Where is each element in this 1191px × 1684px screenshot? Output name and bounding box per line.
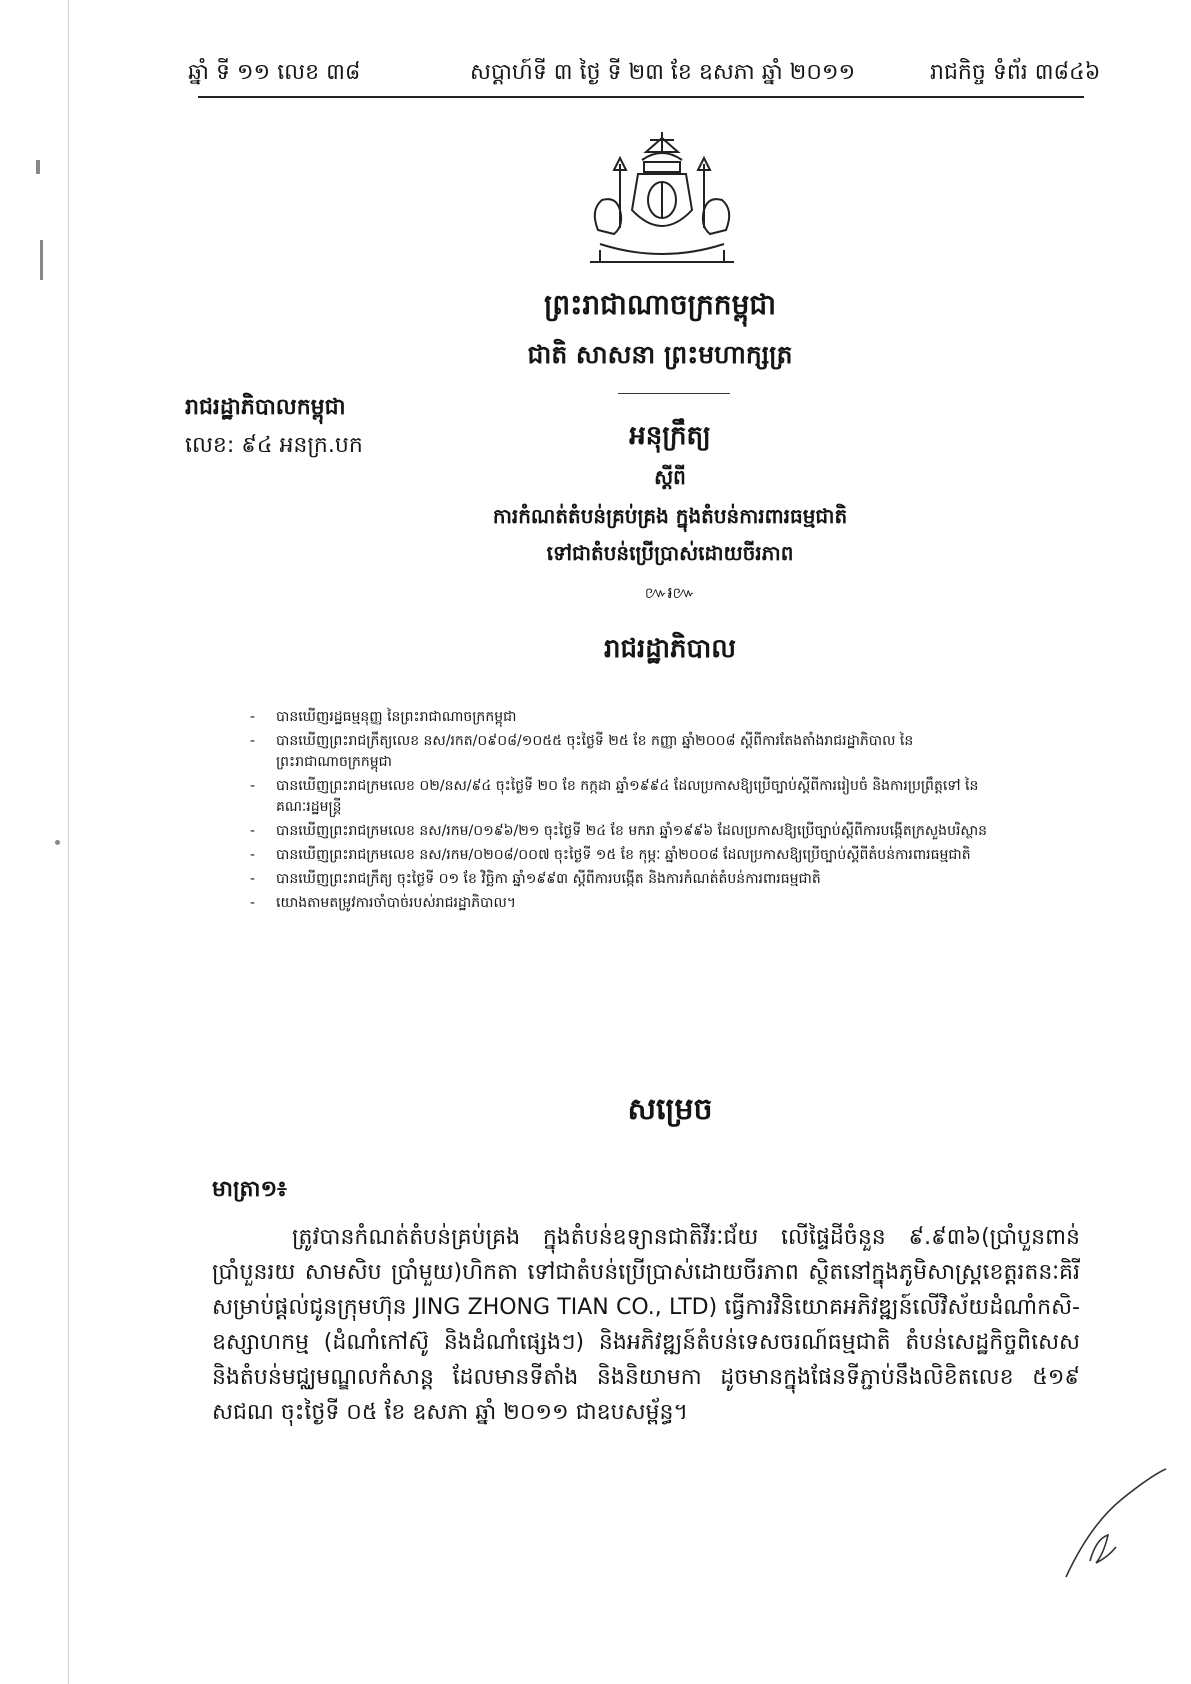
- handwritten-initials-icon: [1060, 1465, 1170, 1585]
- article-text: ត្រូវបានកំណត់តំបន់គ្រប់គ្រង ក្នុងតំបន់ឧទ្យានជាតិវីរៈជ័យ លើផ្ទៃដីចំនួន ៩.៩៣៦(ប្រាំបួនពាន់ ប្រាំបួនរយ សាមសិប ប្រាំមួយ)ហិកតា ទៅជាតំបន់ប្រើប្រាស់ដោយចីរភាព ស្ថិតនៅក្នុងភូមិសាស្ត្រខេត្តរតនៈគិរី សម្រាប់ផ្តល់ជូនក្រុមហ៊ុន JING ZHONG TIAN CO., LTD) ធ្វើការវិនិយោគអភិវឌ្ឍន៍លើវិស័យដំណាំកសិ-ឧស្សាហកម្ម (ដំណាំកៅស៊ូ និងដំណាំផ្សេងៗ) និងអភិវឌ្ឍន៍តំបន់ទេសចរណ៍ធម្មជាតិ តំបន់សេដ្ឋកិច្ចពិសេស និងតំបន់មជ្ឈមណ្ឌលកំសាន្ត ដែលមានទីតាំង និងនិយាមកា ដូចមានក្នុងផែនទីភ្ជាប់នឹងលិខិតលេខ ៥១៩ សជណ ចុះថ្ងៃទី ០៥ ខែ ឧសភា ឆ្នាំ ២០១១ ជាឧបសម្ព័ន្ធ។: [212, 1225, 1080, 1425]
- document-title-line-1: ការកំណត់តំបន់គ្រប់គ្រង ក្នុងតំបន់ការពារធម្មជាតិ: [492, 504, 848, 528]
- motto-divider: [618, 393, 730, 394]
- document-type: អនុក្រឹត្យ: [629, 421, 711, 451]
- kingdom-name: ព្រះរាជាណាចក្រកម្ពុជា: [543, 288, 776, 321]
- consideration-item: - បានឃើញព្រះរាជក្រមលេខ ០២/នស/៩៤ ចុះថ្ងៃទី ២០ ខែ កក្កដា ឆ្នាំ១៩៩៤ ដែលប្រកាសឱ្យប្រើច្បាប់ស្តីពីការរៀបចំ និងការប្រព្រឹត្តទៅ នៃគណៈរដ្ឋមន្ត្រី: [250, 776, 990, 818]
- consideration-item: - បានឃើញព្រះរាជក្រឹត្យ ចុះថ្ងៃទី ០១ ខែ វិច្ឆិកា ឆ្នាំ១៩៩៣ ស្តីពីការបង្កើត និងការកំណត់តំបន់ការពារធម្មជាតិ: [250, 869, 990, 890]
- title-ornament: ៚៛៚: [644, 583, 696, 602]
- national-motto: ជាតិ សាសនា ព្រះមហាក្សត្រ: [527, 340, 793, 369]
- issuer-name: រាជរដ្ឋាភិបាលកម្ពុជា: [185, 395, 346, 420]
- consideration-item: - បានឃើញព្រះរាជក្រមលេខ នស/រកម/០១៩៦/២១ ចុះថ្ងៃទី ២៤ ខែ មករា ឆ្នាំ១៩៩៦ ដែលប្រកាសឱ្យប្រើច្បាប់ស្តីពីការបង្កើតក្រសួងបរិស្ថាន: [250, 821, 990, 842]
- scan-artifact: [55, 840, 60, 845]
- scan-artifact: [40, 240, 43, 280]
- gazette-date: សប្តាហ៍ទី ៣ ថ្ងៃ ទី ២៣ ខែ ឧសភា ឆ្នាំ ២០១១: [470, 60, 856, 85]
- header-divider: [198, 96, 1084, 98]
- document-title-line-2: ទៅជាតំបន់ប្រើប្រាស់ដោយចីរភាព: [546, 541, 794, 565]
- scan-artifact: [36, 160, 40, 174]
- gazette-page-number: រាជកិច្ច ទំព័រ ៣៨៤៦: [930, 60, 1101, 85]
- consideration-item: - បានឃើញព្រះរាជក្រឹត្យលេខ នស/រកត/០៩០៨/១០៥៥ ចុះថ្ងៃទី ២៥ ខែ កញ្ញា ឆ្នាំ២០០៨ ស្តីពីការតែងតាំងរាជរដ្ឋាភិបាល នៃព្រះរាជាណាចក្រកម្ពុជា: [250, 731, 990, 773]
- scan-margin-line: [68, 0, 69, 1684]
- royal-coat-of-arms-icon: [580, 130, 745, 270]
- consideration-item: - យោងតាមតម្រូវការចាំបាច់របស់រាជរដ្ឋាភិបាល។: [250, 893, 990, 914]
- authority-heading: រាជរដ្ឋាភិបាល: [603, 634, 737, 664]
- subject-label: ស្តីពី: [654, 465, 686, 489]
- decision-heading: សម្រេច: [627, 1092, 713, 1127]
- document-number: លេខ: ៩៤ អនក្រ.បក: [185, 433, 363, 458]
- gazette-volume-issue: ឆ្នាំ ទី ១១ លេខ ៣៨: [188, 60, 361, 85]
- consideration-item: - បានឃើញរដ្ឋធម្មនុញ្ញ នៃព្រះរាជាណាចក្រកម្ពុជា: [250, 707, 990, 728]
- considerations-list: [250, 707, 990, 917]
- consideration-item: - បានឃើញព្រះរាជក្រមលេខ នស/រកម/០២០៨/០០៧ ចុះថ្ងៃទី ១៥ ខែ កុម្ភៈ ឆ្នាំ២០០៨ ដែលប្រកាសឱ្យប្រើច្បាប់ស្តីពីតំបន់ការពារធម្មជាតិ: [250, 845, 990, 866]
- article-label: មាត្រា១៖: [212, 1177, 287, 1202]
